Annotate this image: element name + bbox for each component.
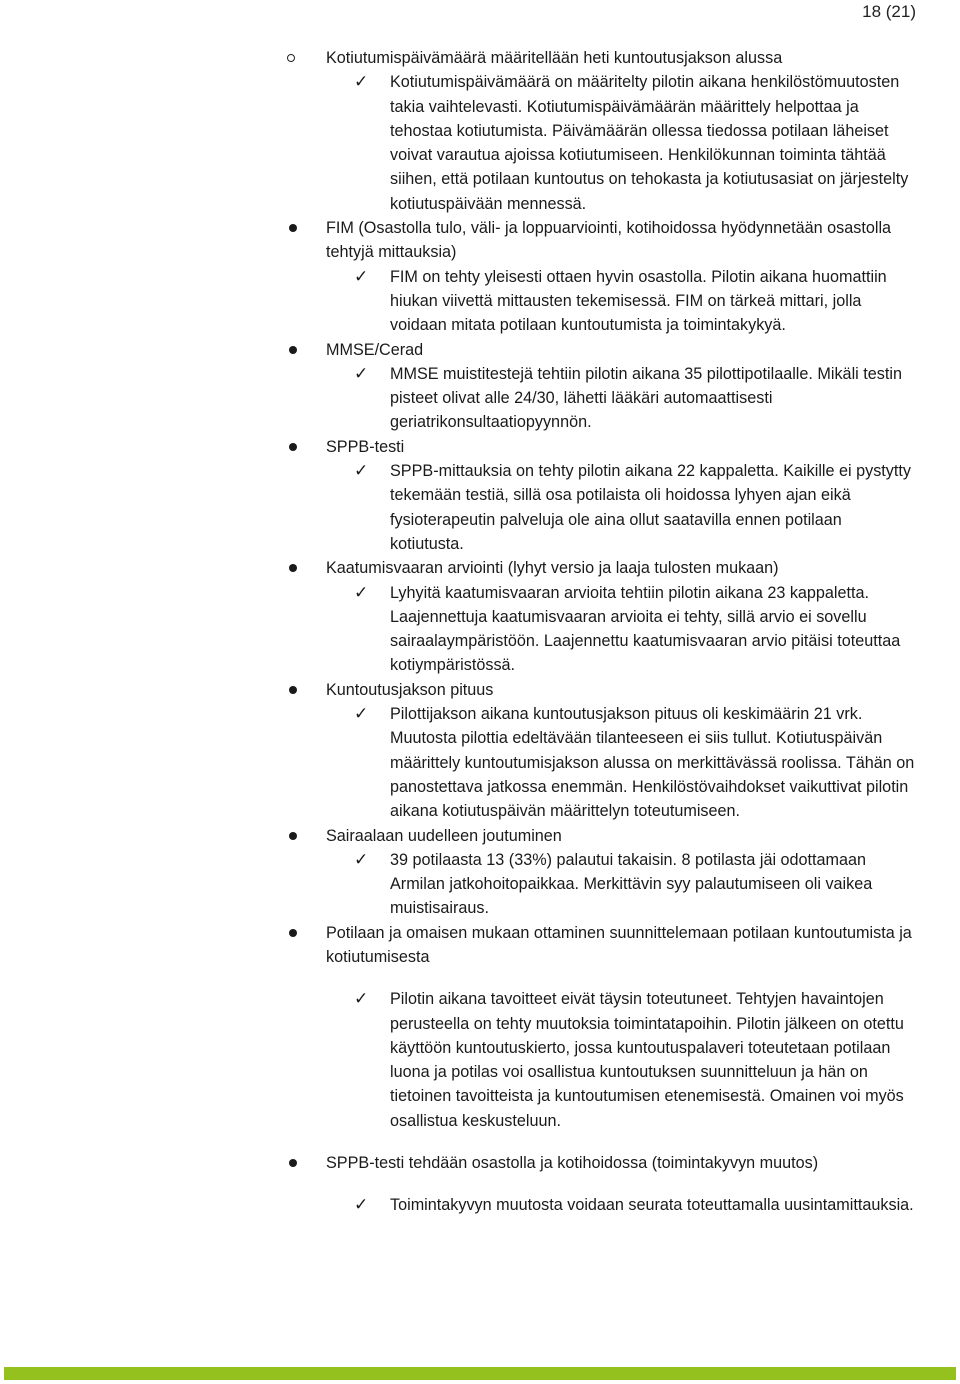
bullet-icon: [289, 346, 297, 354]
bullet-icon: [289, 832, 297, 840]
checklist-item: [0, 362, 960, 435]
paragraph-spacer: [0, 969, 960, 987]
paragraph-spacer: [0, 1133, 960, 1151]
bullet-icon: [289, 929, 297, 937]
list-item: [0, 824, 960, 848]
list-item: [0, 216, 960, 265]
checklist-item: [0, 70, 960, 216]
list-item-text: Kuntoutusjakson pituus: [326, 680, 494, 699]
checkmark-icon: ✓: [354, 989, 369, 1010]
checklist-item-text: MMSE muistitestejä tehtiin pilotin aikana 35 pilottipotilaalle. Mikäli testin pisteet olivat alle 24/30, lähetti lääkäri automaattisesti geriatrikonsultaatiopyynnön.: [390, 364, 902, 432]
list-item-text: FIM (Osastolla tulo, väli- ja loppuarviointi, kotihoidossa hyödynnetään osastolla tehtyjä mittauksia): [326, 219, 892, 262]
checklist-item-text: FIM on tehty yleisesti ottaen hyvin osastolla. Pilotin aikana huomattiin hiukan viivettä mittausten tekemisessä. FIM on tärkeä mittari, jolla voidaan mitata potilaan kuntoutumista ja toimintakykyä.: [390, 267, 887, 335]
checklist-item-text: Toimintakyvyn muutosta voidaan seurata toteuttamalla uusintamittauksia.: [390, 1196, 914, 1215]
checklist-item-text: Lyhyitä kaatumisvaaran arvioita tehtiin pilotin aikana 23 kappaletta. Laajennettuja kaatumisvaaran arvioita ei tehty, sillä arvio ei sovellu sairaalaympäristöön. Laajennettu kaatumisvaaran arvio pitäisi toteuttaa kotiympäristössä.: [390, 583, 901, 675]
checklist-item: [0, 265, 960, 338]
list-item: [0, 1151, 960, 1175]
list-item-text: Potilaan ja omaisen mukaan ottaminen suunnittelemaan potilaan kuntoutumista ja kotiutumisesta: [326, 923, 912, 966]
checklist-item: [0, 581, 960, 678]
bullet-icon: [289, 224, 297, 232]
list-item-text: Kotiutumispäivämäärä määritellään heti kuntoutusjakson alussa: [326, 49, 783, 67]
checkmark-icon: ✓: [354, 266, 369, 287]
checkmark-icon: ✓: [354, 582, 369, 603]
checkmark-icon: ✓: [354, 461, 369, 482]
page-number: 18 (21): [862, 2, 916, 21]
checklist-item: [0, 1193, 960, 1217]
bullet-icon: [289, 564, 297, 572]
paragraph-spacer: [0, 1175, 960, 1193]
document-body: [0, 46, 960, 1218]
list-item-text: Sairaalaan uudelleen joutuminen: [326, 826, 562, 845]
footer-bar: [4, 1367, 956, 1380]
checklist-item: [0, 702, 960, 823]
list-item: [0, 921, 960, 970]
checklist-item-text: Pilotin aikana tavoitteet eivät täysin toteutuneet. Tehtyjen havaintojen perusteella on tehty muutoksia toimintatapoihin. Pilotin jälkeen on otettu käyttöön kuntoutuskierto, jossa kuntoutuspalaveri toteutetaan potilaan luona ja potilas voi osallistua kuntoutuksen suunnitteluun ja hän on tietoinen tavoitteista ja kuntoutumisen etenemisestä. Omainen voi myös osallistua keskusteluun.: [390, 990, 904, 1130]
checklist-item-text: 39 potilaasta 13 (33%) palautui takaisin. 8 potilasta jäi odottamaan Armilan jatkohoitopaikkaa. Merkittävin syy palautumiseen oli vaikea muistisairaus.: [390, 850, 873, 918]
list-item-text: SPPB-testi tehdään osastolla ja kotihoidossa (toimintakyvyn muutos): [326, 1154, 819, 1173]
list-item-text: Kaatumisvaaran arviointi (lyhyt versio ja laaja tulosten mukaan): [326, 559, 779, 578]
list-item-text: MMSE/Cerad: [326, 340, 424, 359]
checklist-item: [0, 459, 960, 556]
bullet-icon: [289, 1159, 297, 1167]
checklist-item-text: Kotiutumispäivämäärä on määritelty pilotin aikana henkilöstömuutosten takia vaihtelevasti. Kotiutumispäivämäärän määrittely helpottaa ja tehostaa kotiutumista. Päivämäärän ollessa tiedossa potilaan läheiset voivat varautua ajoissa kotiutumiseen. Henkilökunnan toiminta tähtää siihen, että potilaan kuntoutus on tehokasta ja kotiutusasiat on järjestelty kotiutuspäivään mennessä.: [390, 73, 909, 213]
bullet-icon: [289, 443, 297, 451]
list-item-text: SPPB-testi: [326, 437, 405, 456]
checkmark-icon: ✓: [354, 704, 369, 725]
list-item: [0, 338, 960, 362]
checklist-item-text: Pilottijakson aikana kuntoutusjakson pituus oli keskimäärin 21 vrk. Muutosta pilottia edeltävään tilanteeseen ei siis tullut. Kotiutuspäivän määrittely kuntoutumisjakson alussa on merkittävässä roolissa. Tähän on panostettava jatkossa enemmän. Henkilöstövaihdokset vaikuttivat pilotin aikana kotiutuspäivän määrittelyn toteutumiseen.: [390, 705, 915, 821]
checkmark-icon: ✓: [354, 363, 369, 384]
bullet-icon: [289, 686, 297, 694]
checklist-item-text: SPPB-mittauksia on tehty pilotin aikana 22 kappaletta. Kaikille ei pystytty tekemään testiä, sillä osa potilaista oli hoidossa lyhyen ajan eikä fysioterapeutin palveluja ole aina ollut saatavilla ennen potilaan kotiutusta.: [390, 462, 911, 553]
list-item: [0, 678, 960, 702]
circle-bullet-icon: [287, 54, 295, 62]
checklist-item: [0, 848, 960, 921]
checkmark-icon: ✓: [354, 849, 369, 870]
checklist-item: [0, 987, 960, 1133]
list-item: [0, 556, 960, 580]
list-item: [0, 435, 960, 459]
checkmark-icon: ✓: [354, 72, 369, 93]
checkmark-icon: ✓: [354, 1195, 369, 1216]
list-item: [0, 46, 960, 70]
